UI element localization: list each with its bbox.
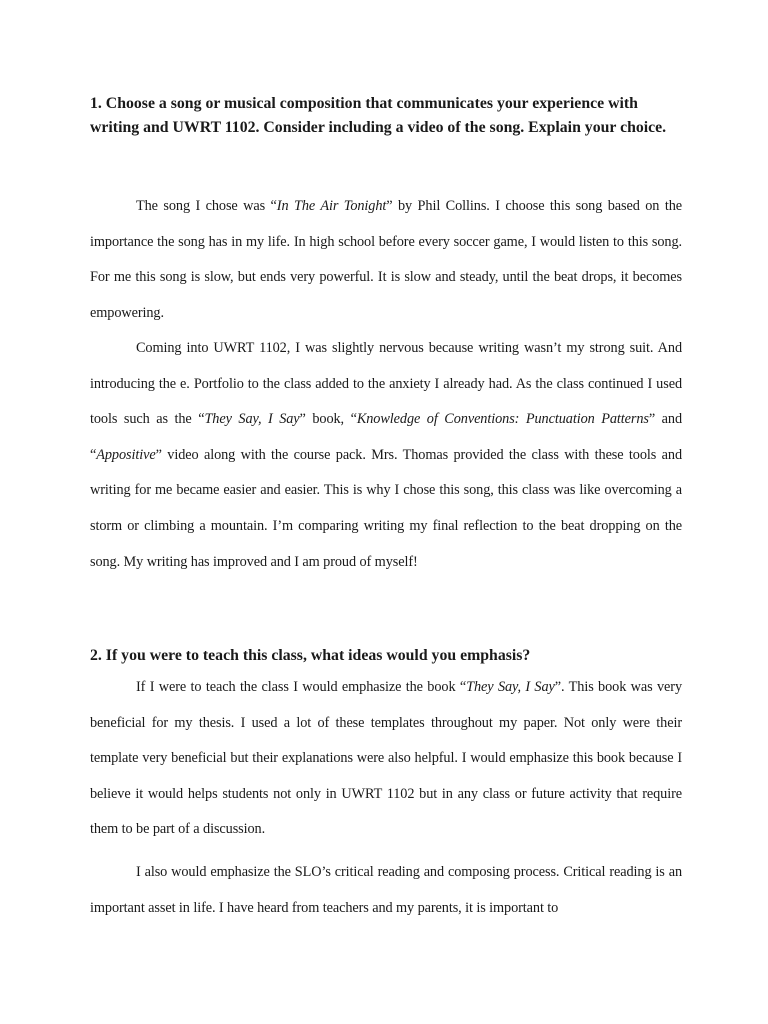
answer-1-paragraph-2	[90, 331, 682, 580]
text-run: The song I chose was “	[136, 198, 277, 214]
text-run: ” video along with the course pack. Mrs. Thomas provided the class with these tools and writing for me became easier and easier. This is why I chose this song, this class was like overcoming a storm or climbing a mountain. I’m comparing writing my final reflection to the beat dropping on the song. My writing has improved and I am proud of myself!	[90, 446, 682, 570]
answer-1-paragraph-1	[90, 189, 682, 331]
answer-2-paragraph-1	[90, 670, 682, 848]
text-run: If I were to teach the class I would emphasize the book “	[136, 679, 467, 695]
video-title: Appositive	[96, 446, 156, 463]
song-title: In The Air Tonight	[276, 198, 387, 214]
resource-title: Knowledge of Conventions: Punctuation Patterns	[356, 411, 649, 428]
text-run: ” book, “	[299, 411, 357, 428]
text-run: ” and “	[90, 411, 683, 463]
text-run: Coming into UWRT 1102, I was slightly nervous because writing wasn’t my strong suit. And introducing the e. Portfolio to the class added to the anxiety I already had. As the class continued I used tools such as the “	[90, 340, 682, 428]
question-2	[90, 644, 690, 668]
question-1-prefix: Choose a	[101, 95, 171, 112]
question-1-number: 1.	[90, 95, 102, 112]
question-1-bold-phrase: song or musical composition	[170, 95, 362, 112]
question-2-number: 2.	[90, 647, 102, 664]
book-title: They Say, I Say	[204, 411, 300, 428]
text-run: ” by Phil Collins. I choose this song based on the importance the song has in my life. In high school before every soccer game, I would listen to this song. For me this song is slow, but ends very powerful. It is slow and steady, until the beat drops, it becomes empowering.	[90, 198, 682, 321]
answer-2-paragraph-2	[90, 855, 682, 926]
book-title: They Say, I Say	[466, 679, 555, 695]
question-1-suffix: that communicates your experience with writing and UWRT 1102. Consider including a video of the song. Explain your choice.	[90, 95, 667, 136]
question-2-text: If you were to teach this class, what ideas would you emphasis?	[101, 647, 531, 664]
text-run: I also would emphasize the SLO’s critical reading and composing process. Critical reading is an important asset in life. I have heard from teachers and my parents, it is important to	[90, 864, 682, 916]
question-1	[90, 92, 690, 140]
text-run: ”. This book was very beneficial for my thesis. I used a lot of these templates throughout my paper. Not only were their template very beneficial but their explanations were also helpful. I would emphasize this book because I believe it would helps students not only in UWRT 1102 but in any class or future activity that require them to be part of a discussion.	[90, 679, 682, 838]
